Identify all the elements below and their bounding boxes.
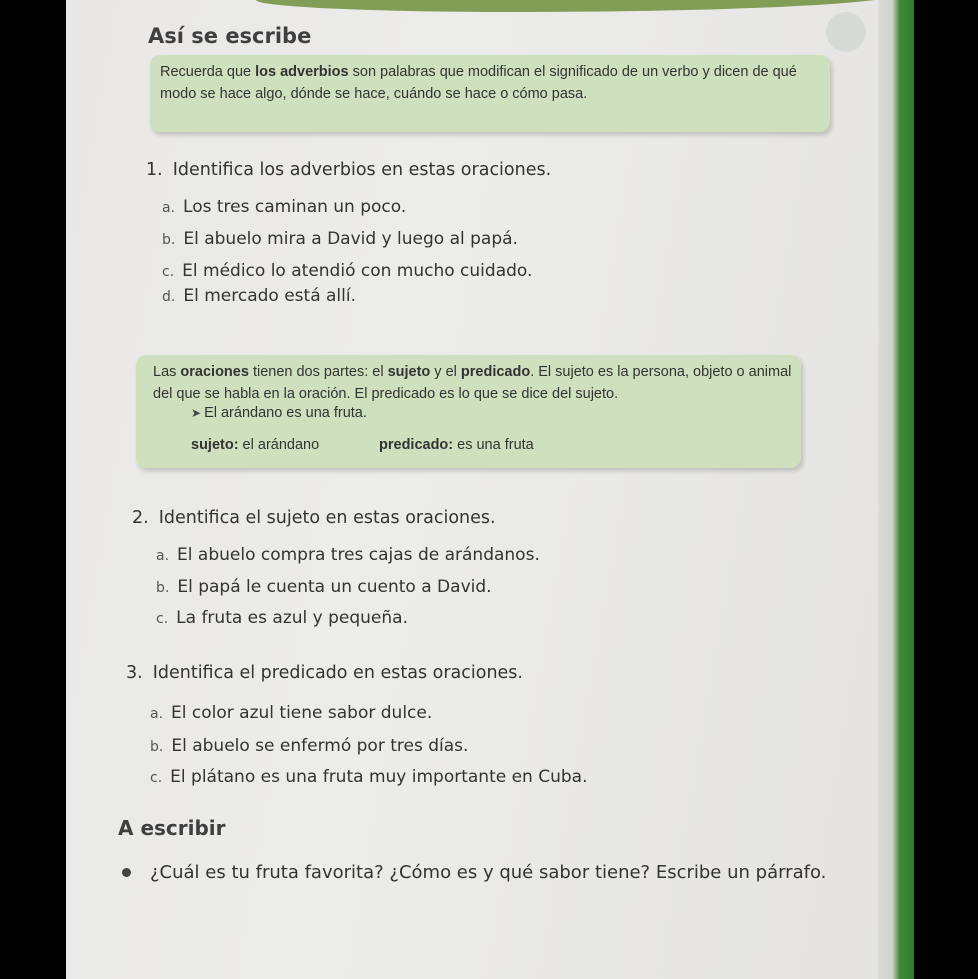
adverb-note-box [150,55,830,132]
subject-predicate-row [191,437,791,453]
q1-item-a: a. Los tres caminan un poco. [162,197,407,217]
q2-item-b: b. El papá le cuenta un cuento a David. [156,577,492,597]
question-1: 1. Identifica los adverbios en estas oraciones. [146,160,552,180]
question-2: 2. Identifica el sujeto en estas oraciones. [132,508,496,528]
write-prompt: ¿Cuál es tu fruta favorita? ¿Cómo es y qué sabor tiene? Escribe un párrafo. [150,862,827,883]
textbook-page [66,0,914,979]
book-spine [878,0,914,979]
sentence-note-text: Las oraciones tienen dos partes: el sujeto y el predicado. El sujeto es la persona, objeto o animal del que se habla en la oración. El predicado es lo que se dice del sujeto. [153,364,792,402]
q3-item-b: b. El abuelo se enfermó por tres días. [150,736,469,756]
page-badge-decoration [826,12,866,52]
adverb-note-text: Recuerda que los adverbios son palabras que modifican el significado de un verbo y dicen de qué modo se hace algo, dónde se hace, cuándo se hace o cómo pasa. [160,64,797,102]
q3-item-a: a. El color azul tiene sabor dulce. [150,703,433,723]
subject-example: sujeto: el arándano [191,437,320,453]
example-sentence: ➤ El arándano es una fruta. [191,405,367,421]
question-3: 3. Identifica el predicado en estas oraciones. [126,663,523,683]
bullet-icon [122,868,131,877]
q3-item-c: c. El plátano es una fruta muy importante en Cuba. [150,767,588,787]
q1-item-d: d. El mercado está allí. [162,286,356,306]
predicate-example: predicado: es una fruta [379,437,534,453]
q1-item-c: c. El médico lo atendió con mucho cuidado. [162,261,533,281]
write-section-title: A escribir [118,816,226,840]
q2-item-c: c. La fruta es azul y pequeña. [156,608,408,628]
arrow-right-icon: ➤ [191,406,202,420]
q1-item-b: b. El abuelo mira a David y luego al papá. [162,229,518,249]
leaf-decoration [256,0,896,12]
q2-item-a: a. El abuelo compra tres cajas de arándanos. [156,545,540,565]
section-title: Así se escribe [148,24,312,48]
sentence-note-box [136,355,801,468]
